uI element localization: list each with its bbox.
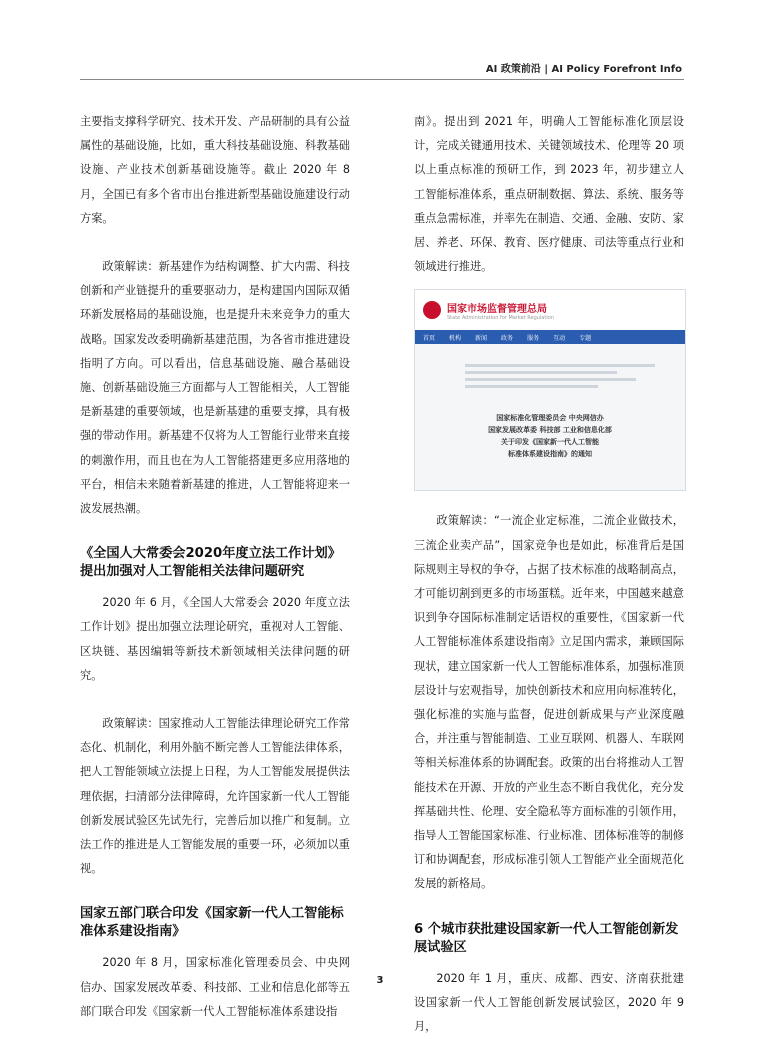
doc-title-line: 国家标准化管理委员会 中央网信办 (496, 414, 604, 423)
nav-item: 首页 (423, 334, 436, 342)
site-nav (415, 330, 685, 344)
doc-title-line: 标准体系建设指南》的通知 (508, 450, 592, 459)
right-column (414, 110, 684, 1039)
nav-item: 服务 (527, 334, 540, 342)
section-heading: 国家五部门联合印发《国家新一代人工智能标准体系建设指南》 (80, 906, 344, 940)
paragraph: 2020 年 8 月，国家标准化管理委员会、中央网信办、国家发展改革委、科技部、工业和信息化部等五部门联合印发《国家新一代人工智能标准体系建设指 (80, 956, 350, 1018)
policy-analysis-paragraph: 政策解读：国家推动人工智能法律理论研究工作常态化、机制化，利用外脑不断完善人工智能法律体系，把人工智能领域立法提上日程，为人工智能发展提供法理依据，扫清部分法律障碍，允许国家新一代人工智能创新发展试验区先试先行，完善后加以推广和复制。立法工作的推进是人工智能发展的重要一环，必须加以重视。 (80, 717, 350, 876)
site-subtitle: State Administration for Market Regulation (447, 314, 554, 321)
page-number: 3 (376, 975, 384, 986)
header-divider (80, 79, 684, 80)
national-emblem-icon (423, 301, 441, 319)
site-header (415, 290, 685, 330)
paragraph: 2020 年 1 月，重庆、成都、西安、济南获批建设国家新一代人工智能创新发展试验区，2020 年 9 月， (414, 971, 684, 1034)
section-heading: 6 个城市获批建设国家新一代人工智能创新发展试验区 (414, 921, 679, 955)
doc-title-line: 关于印发《国家新一代人工智能 (501, 438, 599, 447)
nav-item: 新闻 (475, 334, 488, 342)
policy-analysis-paragraph: 政策解读：“一流企业定标准，二流企业做技术，三流企业卖产品”，国家竞争也是如此，标准背后是国际规则主导权的争夺，占据了技术标准的战略制高点，才可能切割到更多的市场蛋糕。近年来，中国越来越意识到争夺国际标准制定话语权的重要性，《国家新一代人工智能标准体系建设指南》立足国内需求，兼顾国际现状，建立国家新一代人工智能标准体系，加强标准顶层设计与宏观指导，加快创新技术和应用向标准转化，强化标准的实施与监督，促进创新成果与产业深度融合，并注重与智能制造、工业互联网、机器人、车联网等相关标准体系的协调配套。政策的出台将推动人工智能技术在开源、开放的产业生态不断自我优化，充分发挥基础共性、伦理、安全隐私等方面标准的引领作用，指导人工智能国家标准、行业标准、团体标准等的制修订和协调配套，形成标准引领人工智能产业全面规范化发展的新格局。 (414, 514, 684, 891)
nav-item: 专题 (579, 334, 592, 342)
samr-website-screenshot (414, 289, 686, 491)
nav-item: 政务 (501, 334, 514, 342)
left-column (80, 110, 350, 1024)
doc-title-line: 国家发展改革委 科技部 工业和信息化部 (488, 426, 612, 435)
document-title (415, 412, 685, 460)
paragraph: 南》。提出到 2021 年，明确人工智能标准化顶层设计，完成关键通用技术、关键领域技术、伦理等 20 项以上重点标准的预研工作，到 2023 年，初步建立人工智能标准体系，重点研制数据、算法、系统、服务等重点急需标准，并率先在制造、交通、金融、安防、家居、养老、环保、教育、医疗健康、司法等重点行业和领域进行推进。 (414, 115, 684, 274)
nav-item: 机构 (449, 334, 462, 342)
nav-item: 互动 (553, 334, 566, 342)
paragraph: 主要指支撑科学研究、技术开发、产品研制的具有公益属性的基础设施，比如，重大科技基础设施、科教基础设施、产业技术创新基础设施等。截止 2020 年 8 月，全国已有多个省市出台推进新型基础设施建设行动方案。 (80, 115, 350, 225)
site-title: 国家市场监督管理总局 (447, 303, 547, 315)
paragraph: 2020 年 6 月，《全国人大常委会 2020 年度立法工作计划》提出加强立法理论研究，重视对人工智能、区块链、基因编辑等新技术新领域相关法律问题的研究。 (80, 596, 350, 682)
policy-analysis-paragraph: 政策解读：新基建作为结构调整、扩大内需、科技创新和产业链提升的重要驱动力，是构建国内国际双循环新发展格局的基础设施，也是提升未来竞争力的重大战略。国家发改委明确新基建范围，为各省市推进建设指明了方向。可以看出，信息基础设施、融合基础设施、创新基础设施三方面都与人工智能相关，人工智能是新基建的重要领域，也是新基建的重要支撑，具有极强的带动作用。新基建不仅将为人工智能行业带来直接的刺激作用，而且也在为人工智能搭建更多应用落地的平台，相信未来随着新基建的推进，人工智能将迎来一波发展热潮。 (80, 260, 350, 516)
document-metadata-block (465, 360, 655, 392)
running-header: AI 政策前沿 | AI Policy Forefront Info (485, 64, 682, 75)
section-heading: 《全国人大常委会2020年度立法工作计划》提出加强对人工智能相关法律问题研究 (80, 546, 341, 580)
